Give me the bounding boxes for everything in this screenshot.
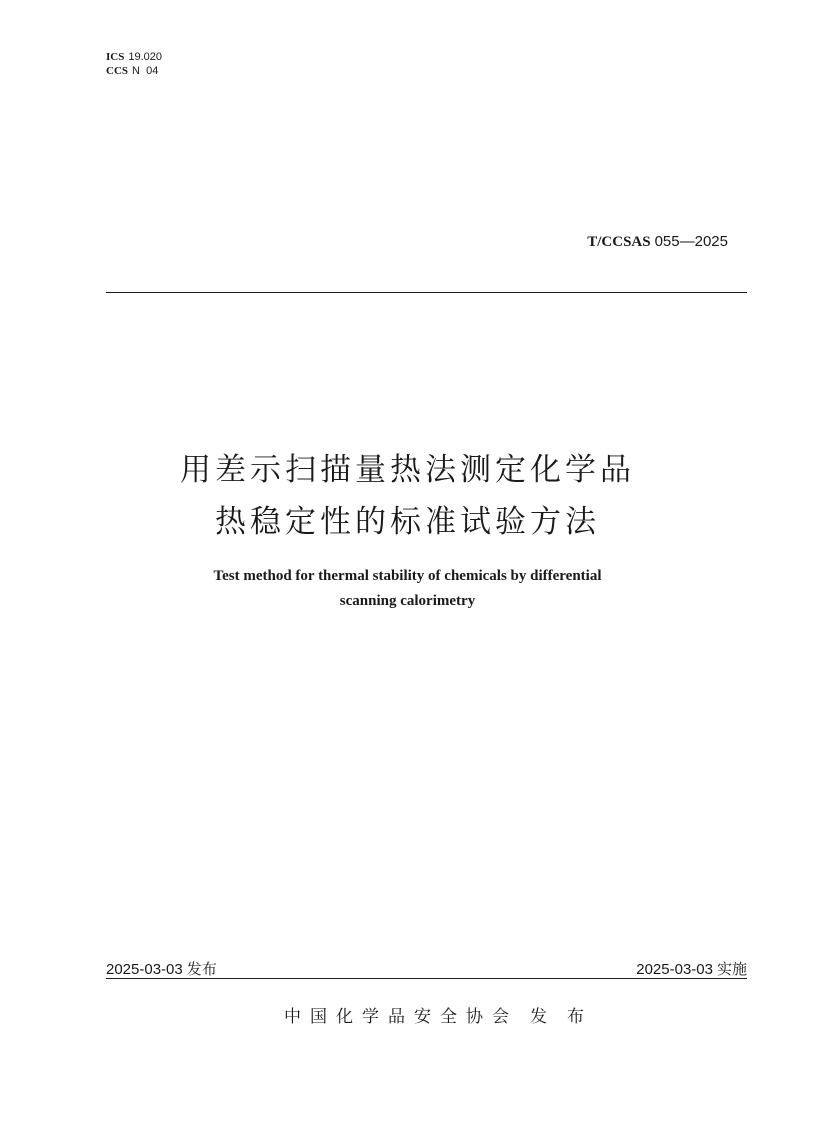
chinese-title-line-1: 用差示扫描量热法测定化学品: [180, 452, 635, 488]
classification-codes: [106, 50, 162, 78]
ics-value: 19.020: [128, 51, 162, 63]
publisher-name: 中国化学品安全协会: [284, 1007, 518, 1027]
english-title-line-2: scanning calorimetry: [339, 593, 476, 609]
standard-number: [587, 232, 728, 251]
english-title-line-1: Test method for thermal stability of chemicals by differential: [213, 568, 602, 584]
standard-code: 055—2025: [654, 233, 728, 250]
footer-divider: [106, 978, 747, 979]
implementation-date-value: 2025-03-03: [636, 961, 713, 978]
ics-code: [106, 50, 162, 64]
publisher-action: 发布: [530, 1007, 604, 1027]
ccs-value: N 04: [132, 65, 159, 77]
implementation-date: [636, 958, 747, 979]
issue-date: [106, 958, 217, 979]
issue-date-label: 发布: [186, 960, 217, 978]
ics-label: ICS: [106, 51, 125, 63]
header-divider: [106, 292, 747, 293]
ccs-code: [106, 64, 162, 78]
issue-date-value: 2025-03-03: [106, 961, 183, 978]
standard-prefix: T/CCSAS: [587, 234, 651, 250]
chinese-title-line-2: 热稳定性的标准试验方法: [215, 504, 600, 540]
implementation-date-label: 实施: [716, 960, 747, 978]
ccs-label: CCS: [106, 65, 129, 77]
